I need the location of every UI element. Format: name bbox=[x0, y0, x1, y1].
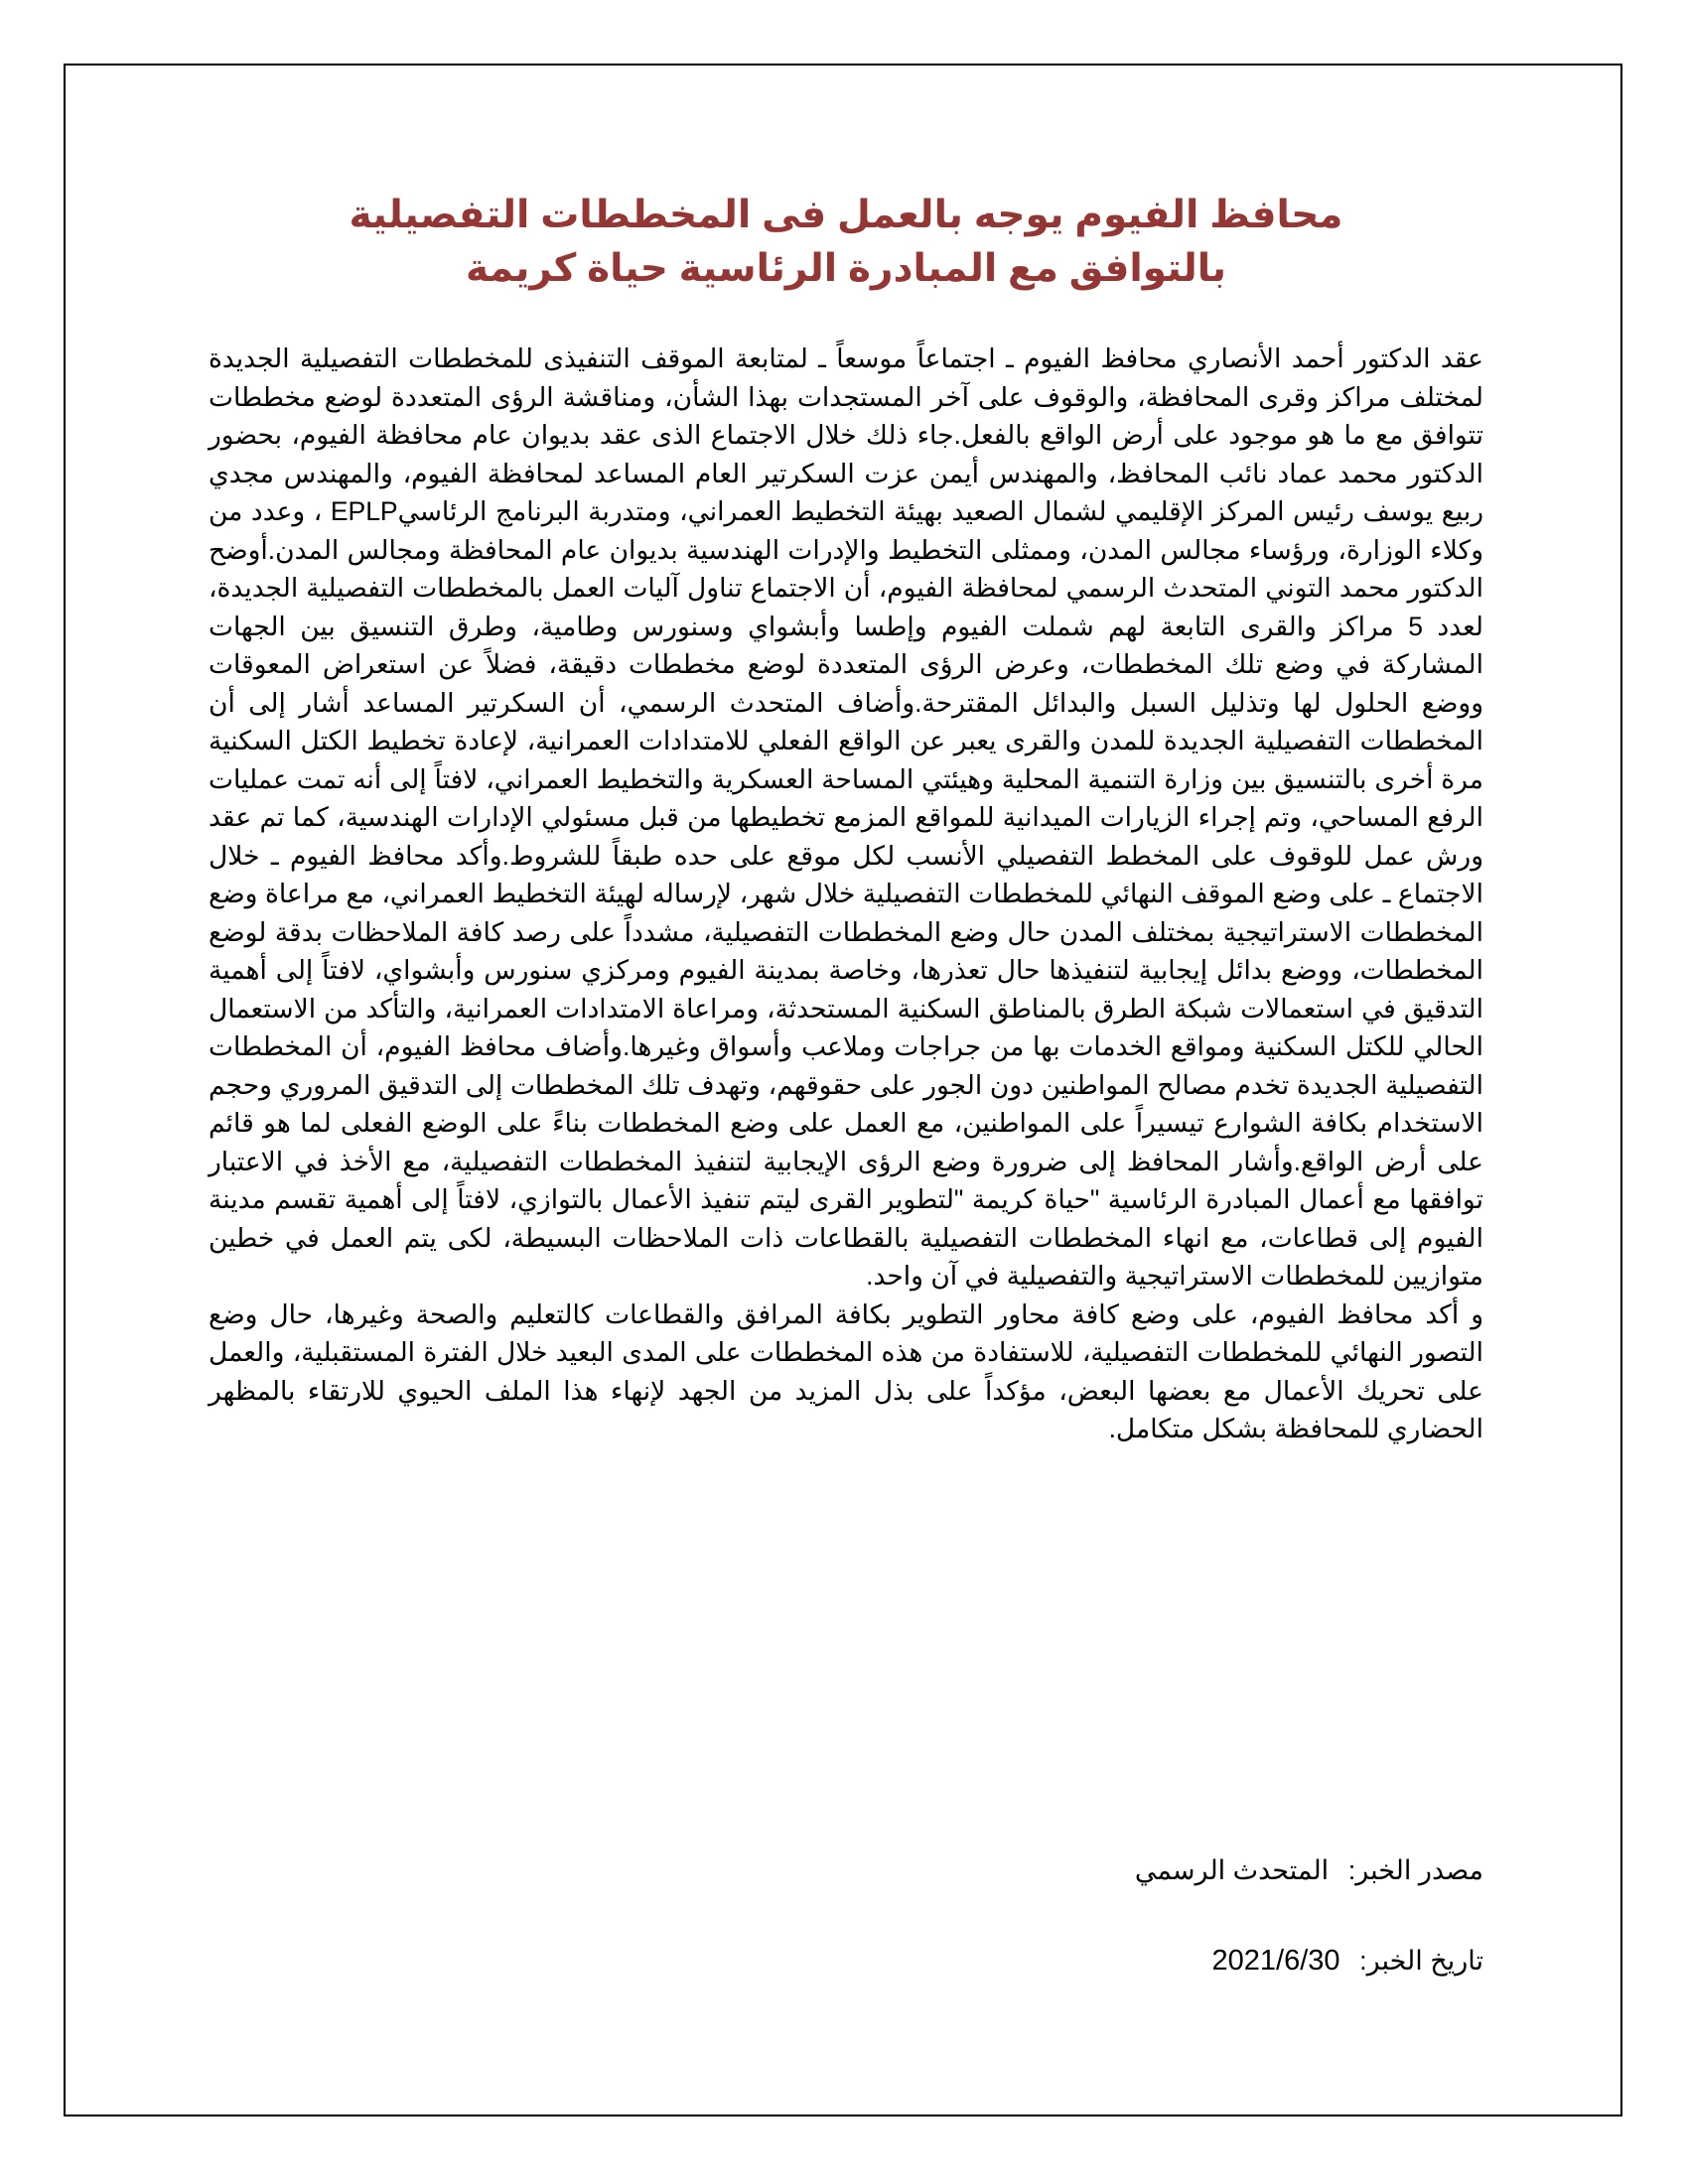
source-value: المتحدث الرسمي bbox=[1134, 1855, 1330, 1885]
document-content bbox=[209, 189, 1483, 1448]
document-title: محافظ الفيوم يوجه بالعمل فى المخططات التفصيلية بالتوافق مع المبادرة الرئاسية حياة كريمة bbox=[349, 194, 1343, 290]
date-value: 2021/6/30 bbox=[1211, 1945, 1340, 1977]
news-date-line bbox=[1212, 1943, 1483, 1979]
date-label: تاريخ الخبر: bbox=[1359, 1946, 1483, 1976]
source-label: مصدر الخبر: bbox=[1347, 1855, 1483, 1885]
body-paragraph-2: و أكد محافظ الفيوم، على وضع كافة محاور التطوير بكافة المرافق والقطاعات كالتعليم والصحة وغيرها، حال وضع التصور النهائي للمخططات التفصيلية، للاستفادة من هذه المخططات على المدى البعيد خلال الفترة المستقبلية، والعمل على تحريك الأعمال مع بعضها البعض، مؤكداً على بذل المزيد من الجهد لإنهاء هذا الملف الحيوي للارتقاء بالمظهر الحضاري للمحافظة بشكل متكامل. bbox=[209, 1298, 1483, 1443]
body-paragraph-1: عقد الدكتور أحمد الأنصاري محافظ الفيوم ـ اجتماعاً موسعاً ـ لمتابعة الموقف التنفيذى للمخططات التفصيلية الجديدة لمختلف مراكز وقرى المحافظة، والوقوف على آخر المستجدات بهذا الشأن، ومناقشة الرؤى المتعددة لوضع مخططات تتوافق مع ما هو موجود على أرض الواقع بالفعل.جاء ذلك خلال الاجتماع الذى عقد بديوان عام محافظة الفيوم، بحضور الدكتور محمد عماد نائب المحافظ، والمهندس أيمن عزت السكرتير العام المساعد لمحافظة الفيوم، والمهندس مجدي ربيع يوسف رئيس المركز الإقليمي لشمال الصعيد بهيئة التخطيط العمراني، ومتدربة البرنامج الرئاسيEPLP ، وعدد من وكلاء الوزارة، ورؤساء مجالس المدن، وممثلى التخطيط والإدرات الهندسية بديوان عام المحافظة ومجالس المدن.أوضح الدكتور محمد التوني المتحدث الرسمي لمحافظة الفيوم، أن الاجتماع تناول آليات العمل بالمخططات التفصيلية الجديدة، لعدد 5 مراكز والقرى التابعة لهم شملت الفيوم وإطسا وأبشواي وسنورس وطامية، وطرق التنسيق بين الجهات المشاركة في وضع تلك المخططات، وعرض الرؤى المتعددة لوضع مخططات دقيقة، فضلاً عن استعراض المعوقات ووضع الحلول لها وتذليل السبل والبدائل المقترحة.وأضاف المتحدث الرسمي، أن السكرتير المساعد أشار إلى أن المخططات التفصيلية الجديدة للمدن والقرى يعبر عن الواقع الفعلي للامتدادات العمرانية، لإعادة تخطيط الكتل السكنية مرة أخرى بالتنسيق بين وزارة التنمية المحلية وهيئتي المساحة العسكرية والتخطيط العمراني، لافتاً إلى أنه تمت عمليات الرفع المساحي، وتم إجراء الزيارات الميدانية للمواقع المزمع تخطيطها من قبل مسئولي الإدارات الهندسية، كما تم عقد ورش عمل للوقوف على المخطط التفصيلي الأنسب لكل موقع على حده طبقاً للشروط.وأكد محافظ الفيوم ـ خلال الاجتماع ـ على وضع الموقف النهائي للمخططات التفصيلية خلال شهر، لإرساله لهيئة التخطيط العمراني، مع مراعاة وضع المخططات الاستراتيجية بمختلف المدن حال وضع المخططات التفصيلية، مشدداً على رصد كافة الملاحظات بدقة لوضع المخططات، ووضع بدائل إيجابية لتنفيذها حال تعذرها، وخاصة بمدينة الفيوم ومركزي سنورس وأبشواي، لافتاً إلى أهمية التدقيق في استعمالات شبكة الطرق بالمناطق السكنية المستحدثة، ومراعاة الامتدادات العمرانية، والتأكد من الاستعمال الحالي للكتل السكنية ومواقع الخدمات بها من جراجات وملاعب وأسواق وغيرها.وأضاف محافظ الفيوم، أن المخططات التفصيلية الجديدة تخدم مصالح المواطنين دون الجور على حقوقهم، وتهدف تلك المخططات إلى التدقيق المروري وحجم الاستخدام بكافة الشوارع تيسيراً على المواطنين، مع العمل على وضع المخططات بناءً على الوضع الفعلى لما هو قائم على أرض الواقع.وأشار المحافظ إلى ضرورة وضع الرؤى الإيجابية لتنفيذ المخططات التفصيلية، مع الأخذ في الاعتبار توافقها مع أعمال المبادرة الرئاسية "حياة كريمة "لتطوير القرى ليتم تنفيذ الأعمال بالتوازي، لافتاً إلى أهمية تقسم مدينة الفيوم إلى قطاعات، مع انهاء المخططات التفصيلية بالقطاعات ذات الملاحظات البسيطة، لكى يتم العمل في خطين متوازيين للمخططات الاستراتيجية والتفصيلية في آن واحد. bbox=[209, 343, 1484, 1291]
news-source-line bbox=[1135, 1852, 1483, 1888]
